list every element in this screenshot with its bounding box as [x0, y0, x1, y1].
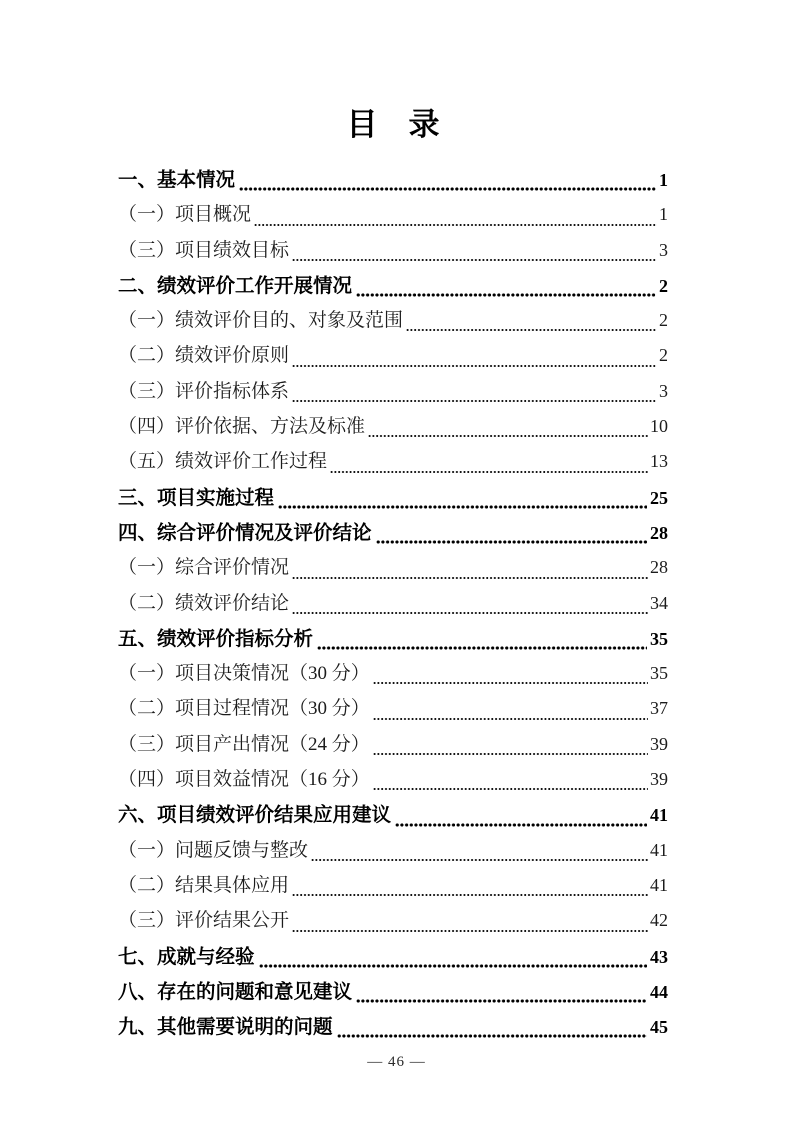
toc-entry-label: 二、绩效评价工作开展情况	[118, 274, 353, 297]
toc-entry	[118, 693, 668, 728]
toc-entry-page: 28	[650, 557, 668, 578]
toc-entry	[118, 658, 668, 693]
toc-entry-label: 一、基本情况	[118, 169, 236, 191]
toc-entry	[118, 235, 668, 270]
toc-entry-label: 八、存在的问题和意见建议	[118, 980, 353, 1003]
toc-entry-page: 35	[650, 628, 668, 649]
toc-entry-page: 41	[650, 839, 668, 860]
toc-entry-page: 28	[650, 522, 668, 543]
toc-entry-label: （二）项目过程情况（30 分）	[118, 698, 370, 720]
toc-entry-page: 13	[650, 451, 668, 472]
dot-leader	[373, 787, 648, 791]
toc-entry-label: 五、绩效评价指标分析	[118, 627, 314, 650]
dot-leader	[376, 539, 647, 545]
toc-entry	[118, 376, 668, 411]
toc-entry	[118, 764, 668, 799]
toc-entry-label: （一）问题反馈与整改	[118, 839, 309, 861]
toc-entry-label: 七、成就与经验	[118, 945, 255, 968]
dot-leader	[239, 186, 656, 192]
toc-entry	[118, 905, 668, 940]
toc-entry-page: 2	[659, 275, 668, 296]
toc-entry	[118, 199, 668, 234]
toc-entry-label: 六、项目绩效评价结果应用建议	[118, 804, 392, 827]
dot-leader	[330, 470, 648, 474]
toc-entry-page: 42	[650, 910, 668, 931]
toc-entry-page: 34	[650, 592, 668, 613]
footer-page-number: — 46 —	[367, 1054, 426, 1070]
toc-entry-label: （三）项目产出情况（24 分）	[118, 733, 370, 755]
toc-entry-page: 2	[659, 310, 668, 331]
dot-leader	[292, 399, 657, 403]
toc-entry-label: （二）绩效评价原则	[118, 345, 290, 367]
dot-leader	[317, 645, 647, 651]
dot-leader	[292, 258, 657, 262]
toc-entry-page: 25	[650, 487, 668, 508]
toc-entry	[118, 446, 668, 481]
dot-leader	[406, 328, 657, 332]
toc-entry-page: 39	[650, 769, 668, 790]
toc-entry-label: （一）项目概况	[118, 204, 252, 226]
toc-entry-label: （一）绩效评价目的、对象及范围	[118, 310, 404, 332]
toc-entry-label: （四）评价依据、方法及标准	[118, 416, 366, 438]
toc-entry-label: （三）评价结果公开	[118, 910, 290, 932]
toc-entry-label: （二）结果具体应用	[118, 874, 290, 896]
dot-leader	[373, 717, 648, 721]
dot-leader	[292, 611, 648, 615]
toc-entry	[118, 270, 668, 305]
toc-entry-page: 45	[650, 1017, 668, 1038]
toc-entry-label: （一）综合评价情况	[118, 557, 290, 579]
toc-entry-label: （二）绩效评价结论	[118, 592, 290, 614]
toc-entry-label: （三）项目绩效目标	[118, 239, 290, 261]
toc-entry	[118, 411, 668, 446]
toc-entry-page: 44	[650, 981, 668, 1002]
toc-entry	[118, 305, 668, 340]
toc-entry	[118, 623, 668, 658]
toc-entry-page: 37	[650, 698, 668, 719]
toc-entry-label: （一）项目决策情况（30 分）	[118, 663, 370, 685]
dot-leader	[292, 364, 657, 368]
dot-leader	[337, 1033, 647, 1039]
page-footer	[0, 1052, 793, 1072]
toc-entry-label: 九、其他需要说明的问题	[118, 1016, 333, 1039]
page-title: 目 录	[346, 107, 440, 142]
dot-leader	[373, 681, 648, 685]
toc-entry-label: 四、综合评价情况及评价结论	[118, 521, 372, 544]
toc-entry-label: 三、项目实施过程	[118, 486, 275, 509]
dot-leader	[373, 752, 648, 756]
toc-entry	[118, 1011, 668, 1046]
toc-entry-page: 10	[650, 416, 668, 437]
dot-leader	[292, 576, 648, 580]
dot-leader	[356, 292, 656, 298]
toc-entry-page: 41	[650, 874, 668, 895]
toc-entry	[118, 482, 668, 517]
toc-entry-page: 2	[659, 345, 668, 366]
toc-entry-label: （五）绩效评价工作过程	[118, 451, 328, 473]
dot-leader	[356, 998, 647, 1004]
dot-leader	[254, 223, 657, 227]
toc-entry-page: 43	[650, 946, 668, 967]
toc-entry-page: 41	[650, 805, 668, 826]
toc-entry-label: （三）评价指标体系	[118, 380, 290, 402]
toc-entry	[118, 164, 668, 199]
toc-entry	[118, 729, 668, 764]
toc-entry	[118, 340, 668, 375]
toc-entry	[118, 552, 668, 587]
toc-entry	[118, 870, 668, 905]
toc-entry	[118, 588, 668, 623]
toc-entry-page: 35	[650, 663, 668, 684]
dot-leader	[292, 929, 648, 933]
toc-entry-page: 3	[659, 380, 668, 401]
dot-leader	[259, 963, 647, 969]
toc-entry-label: （四）项目效益情况（16 分）	[118, 769, 370, 791]
dot-leader	[368, 434, 648, 438]
toc-entry	[118, 941, 668, 976]
toc-entry	[118, 799, 668, 834]
toc-list	[118, 164, 668, 1046]
toc-entry	[118, 976, 668, 1011]
dot-leader	[292, 893, 648, 897]
toc-entry-page: 39	[650, 733, 668, 754]
dot-leader	[311, 858, 648, 862]
dot-leader	[278, 504, 647, 510]
toc-entry	[118, 835, 668, 870]
toc-entry-page: 3	[659, 239, 668, 260]
toc-entry-page: 1	[659, 170, 668, 190]
toc-entry	[118, 517, 668, 552]
toc-entry-page: 1	[659, 204, 668, 225]
dot-leader	[395, 822, 647, 828]
